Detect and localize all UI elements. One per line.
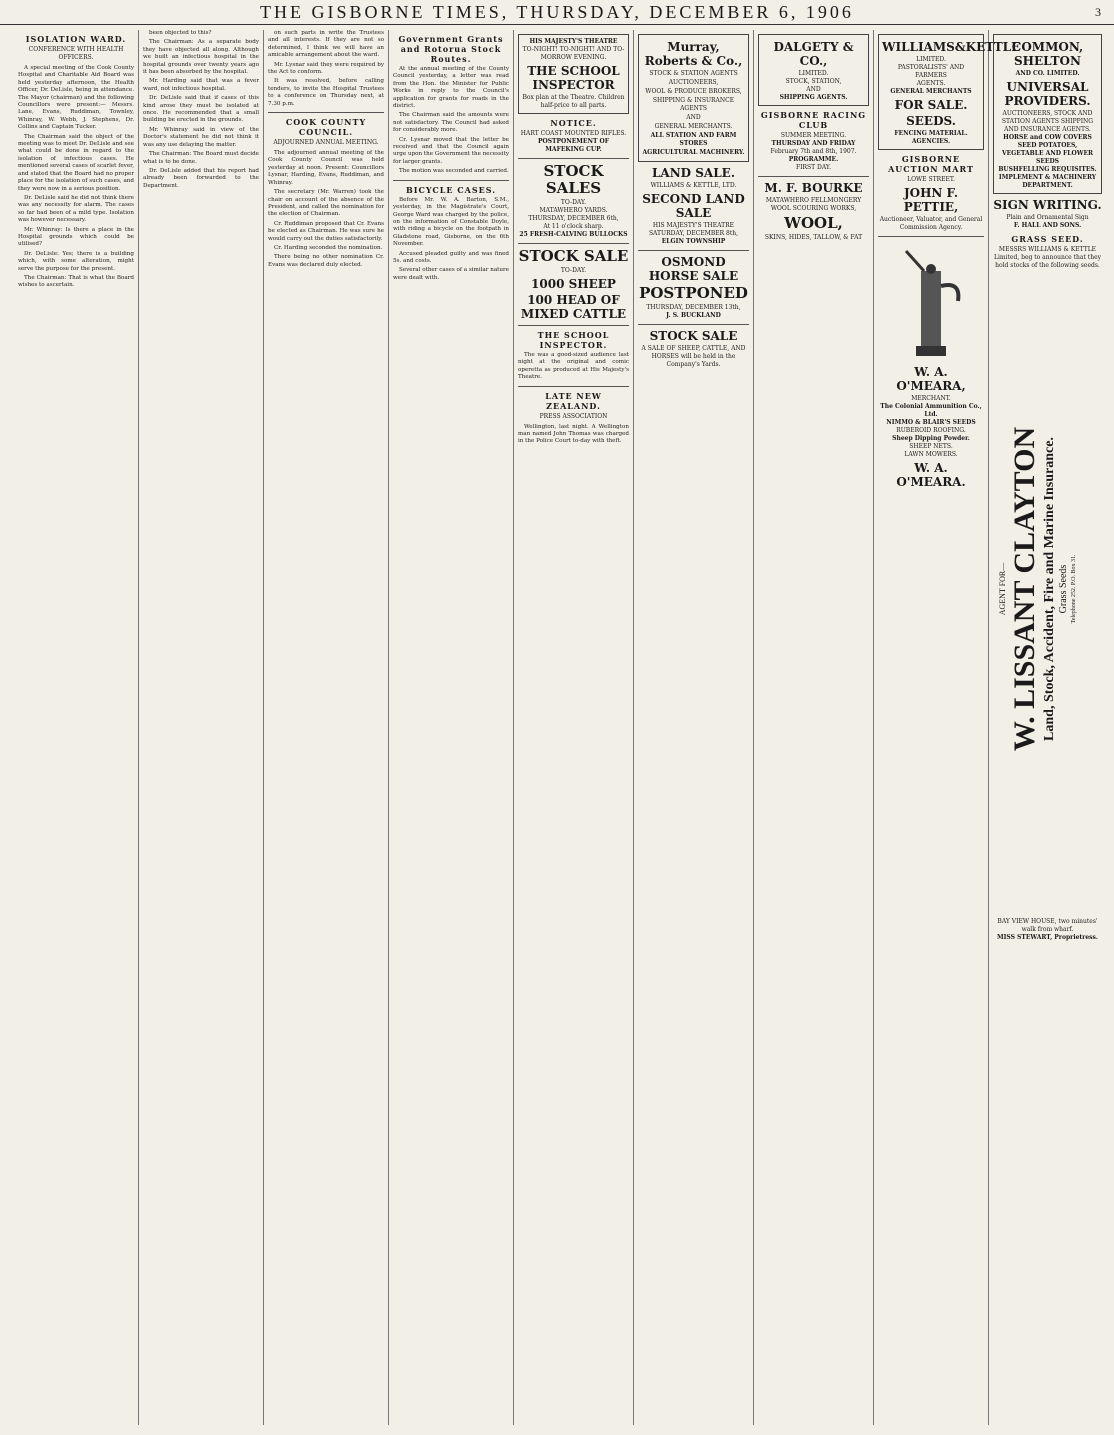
racing-programme: PROGRAMME. — [788, 156, 839, 163]
article-body — [393, 66, 509, 176]
paragraph: The motion was seconded and carried. — [399, 168, 509, 175]
firm-name: W. A. O'MEARA, — [896, 365, 966, 393]
firm-footer: W. A. O'MEARA. — [896, 461, 966, 489]
masthead — [0, 0, 1114, 25]
horse-sale-title: OSMOND HORSE SALE — [648, 255, 739, 283]
williams-kettle-ad — [878, 34, 1021, 150]
paragraph: The Chairman: The Board must decide what is to be done. — [143, 151, 259, 165]
dalgety-ad — [758, 34, 869, 106]
auctioneer-name: JOHN F. PETTIE, — [903, 186, 959, 214]
ad-line: LAWN MOWERS. — [904, 451, 958, 458]
ad-line: WOOL & PRODUCE BROKERS, — [645, 88, 742, 95]
ad-line: HORSE and COW COVERS — [1003, 134, 1092, 141]
pump-base — [916, 346, 946, 356]
osmond-horse-sale-ad — [638, 255, 749, 320]
article-body — [268, 30, 384, 108]
stock-sales-time: At 11 o'clock sharp. — [543, 223, 604, 230]
ad-line: AND — [686, 114, 701, 121]
ad-line: STOCK, STATION, — [785, 78, 842, 85]
paragraph: been objected to this? — [149, 30, 212, 36]
newspaper-title: THE GISBORNE TIMES, THURSDAY, DECEMBER 6, 1906 — [260, 2, 854, 22]
divider — [268, 112, 384, 113]
land-sale-date: SATURDAY, DECEMBER 8th, — [648, 230, 739, 237]
paragraph: Accused pleaded guilty and was fined 5s. and costs. — [393, 250, 509, 264]
clayton-name: W. LISSANT CLAYTON — [1008, 426, 1041, 752]
paragraph: on such parts in write the Trustees and all interests. If they are not so determined, I think we will have an amicable arrangement about the ward. — [268, 30, 384, 59]
clayton-agent: AGENT FOR— — [998, 562, 1007, 616]
article-heading: ISOLATION WARD. — [25, 34, 127, 44]
clayton-telephone: Telephone 252. P.O. Box 31. — [1071, 554, 1077, 624]
divider — [518, 243, 629, 244]
stock-sale-lot: 100 HEAD OF MIXED CATTLE — [520, 293, 627, 321]
ad-line: AUCTIONEERS, STOCK AND STATION AGENTS SHIPPING AND INSURANCE AGENTS. — [1001, 110, 1094, 133]
pump-spout — [941, 285, 958, 301]
paragraph: Before Mr. W. A. Barton, S.M., yesterday, in the Magistrate's Court, George Ward was charged by the police, on the information of Constable Doyle, with riding a bicycle on the footpath in Gladstone road, Gisborne, on the 6th November. — [393, 196, 509, 248]
stock-sale-ad — [518, 248, 629, 321]
article-heading: BICYCLE CASES. — [405, 184, 497, 195]
paragraph: Cr. Harding seconded the nomination. — [274, 244, 383, 251]
paragraph: The Chairman said the amounts were not satisfactory. The Council had asked for considerably more. — [393, 112, 509, 134]
clayton-ad — [993, 274, 1102, 914]
land-sale-district: ELGIN TOWNSHIP — [661, 238, 726, 245]
article-body — [18, 65, 134, 290]
page-columns — [14, 30, 1106, 1425]
land-sale-headline: SECOND LAND SALE — [642, 192, 745, 220]
grass-title: GRASS SEED. — [1011, 234, 1084, 244]
firm-name: COMMON, SHELTON — [1011, 40, 1084, 68]
divider — [393, 180, 509, 181]
paragraph: The Chairman: That is what the Board wishes to ascertain. — [18, 274, 134, 289]
paragraph: The was a good-sized audience last night at the original and comic operetta as produced at His Majesty's Theatre. — [518, 352, 629, 381]
stock-sale-subtitle: TO-DAY. — [560, 267, 587, 274]
notice-line: HART COAST MOUNTED RIFLES. — [520, 130, 627, 137]
divider — [638, 250, 749, 251]
article-heading: Government Grants and Rotorua Stock Routes. — [398, 34, 504, 64]
ad-line: MISS STEWART, Proprietress. — [996, 934, 1099, 941]
racing-sub: SUMMER MEETING. — [780, 132, 847, 139]
ad-line: MERCHANT. — [911, 395, 951, 402]
column-4 — [389, 30, 514, 1425]
ad-headline: UNIVERSAL PROVIDERS. — [1004, 80, 1091, 108]
paragraph: There being no other nomination Cr. Evans was declared duly elected. — [268, 254, 384, 268]
divider — [638, 324, 749, 325]
paragraph: The Chairman said the object of the meeting was to meet Dr. DeLisle and see what could be done in regard to the isolation of infectious cases. He mentioned several cases of scarlet fever, and stated that the Board had no proper place for the isolation of such cases, and they were now in a serious position. — [18, 133, 134, 192]
auction-mart-ad — [878, 154, 984, 232]
ad-line: AND CO. LIMITED. — [1015, 70, 1080, 77]
ad-line: SKINS, HIDES, TALLOW, & FAT — [764, 234, 863, 241]
land-sale-firm: WILLIAMS & KETTLE, LTD. — [650, 182, 737, 189]
horse-sale-name: J. S. BUCKLAND — [666, 312, 721, 319]
sign-writing-ad — [993, 198, 1102, 230]
divider — [518, 325, 629, 326]
column-3 — [264, 30, 389, 1425]
stock-sales-line: 25 FRESH-CALVING BULLOCKS — [519, 231, 628, 238]
ad-line: AGENTS. — [916, 80, 946, 87]
pump-body — [921, 271, 941, 351]
paragraph: Dr. DeLisle: Yes; there is a building which, with some alteration, might serve the purpose for the present. — [18, 250, 134, 272]
paragraph: Mr. Whinray said in view of the Doctor's statement he did not think it was any use delaying the matter. — [143, 126, 259, 148]
ad-line: LIMITED. — [916, 56, 946, 63]
article-heading: COOK COUNTY COUNCIL. — [285, 117, 367, 138]
horse-sale-status: POSTPONED — [639, 284, 748, 302]
column-5 — [514, 30, 634, 1425]
firm-name: DALGETY & CO., — [773, 40, 854, 68]
article-subheading: PRESS ASSOCIATION — [539, 412, 608, 420]
racing-dates: THURSDAY AND FRIDAY — [771, 140, 856, 147]
stock-sale-title: STOCK SALE — [649, 329, 738, 343]
omeara-ad — [878, 365, 984, 489]
paragraph: Dr. DeLisle said he did not think there was any necessity for alarm. The cases so far had been of a mild type. Isolation was however necessary. — [18, 194, 134, 224]
company-stock-sale-ad — [638, 329, 749, 369]
divider — [518, 158, 629, 159]
stock-sales-subtitle: TO-DAY. — [560, 199, 587, 206]
racing-date2: February 7th and 8th, 1907. — [770, 148, 857, 155]
paragraph: Cr. Ruddiman proposed that Cr. Evans be elected as Chairman. He was sure he would carry out the duties satisfactorily. — [268, 220, 384, 242]
theatre-dates: TO-NIGHT! TO-NIGHT! AND TO-MORROW EVENING. — [522, 46, 625, 61]
clayton-insurance: Land, Stock, Accident, Fire and Marine Insurance. — [1042, 437, 1057, 741]
ad-line: BAY VIEW HOUSE, two minutes' walk from wharf. — [997, 918, 1098, 933]
sign-title: SIGN WRITING. — [993, 198, 1102, 212]
auction-title: GISBORNE AUCTION MART — [888, 154, 974, 174]
paragraph: Cr. Lysnar moved that the letter be received and that the Council again urge upon the Government the necessity for larger grants. — [393, 136, 509, 165]
article-heading: LATE NEW ZEALAND. — [545, 390, 602, 411]
column-2 — [139, 30, 264, 1425]
ad-line: MATAWHERO FELLMONGERY — [765, 197, 862, 204]
paragraph: Several other cases of a similar nature were dealt with. — [393, 267, 509, 281]
ad-line: RUBEROID ROOFING. — [896, 427, 966, 434]
paragraph: Mr. Harding said that was a fever ward, not infectious hospital. — [143, 78, 259, 92]
column-7 — [754, 30, 874, 1425]
column-1 — [14, 30, 139, 1425]
ad-line: ALL STATION AND FARM STORES — [650, 132, 737, 147]
divider — [758, 176, 869, 177]
paragraph: Mr. Whinray: Is there a place in the Hospital grounds which could be utilised? — [18, 226, 134, 248]
ad-line: SHIPPING AGENTS. — [779, 94, 848, 101]
paragraph: The adjourned annual meeting of the Cook County Council was held yesterday at noon. Present: Councillors Lysnar, Harding, Evans, Ruddiman, and Whinray. — [268, 150, 384, 186]
firm-name: M. F. BOURKE — [764, 181, 863, 195]
article-heading: THE SCHOOL INSPECTOR. — [537, 330, 610, 350]
ad-line: Plain and Ornamental Sign — [1006, 214, 1089, 221]
paragraph: A special meeting of the Cook County Hospital and Charitable Aid Board was held yesterday afternoon, the Health Officer, Dr. DeLisle, being in attendance. The Mayor (chairman) and the following Councillors were present:— Messrs. Lane, Evans, Ruddiman, Townley, Whinray, W. Webb, J. Stephens, Dr. Collins and Captain Tucker. — [18, 65, 134, 131]
notice-line: POSTPONEMENT OF MAFEKING CUP. — [537, 138, 610, 153]
racing-day: FIRST DAY. — [795, 164, 832, 171]
ad-line: The Colonial Ammunition Co., Ltd. — [880, 403, 982, 418]
divider — [878, 236, 984, 237]
column-9 — [989, 30, 1106, 1425]
ad-line: F. HALL AND SONS. — [1013, 222, 1082, 229]
article-subheading: ADJOURNED ANNUAL MEETING. — [273, 139, 379, 147]
wool-headline: WOOL, — [784, 214, 843, 232]
ad-line: BUSHFELLING REQUISITES. — [998, 166, 1097, 173]
theatre-venue: HIS MAJESTY'S THEATRE — [529, 38, 618, 45]
ad-line: PASTORALISTS' AND FARMERS — [897, 64, 965, 79]
seeds-title: SEEDS. — [906, 114, 956, 128]
ad-line: WOOL SCOURING WORKS, — [770, 205, 857, 212]
stock-sale-lot: 1000 SHEEP — [531, 277, 616, 291]
divider — [518, 386, 629, 387]
theatre-note: Box plan at the Theatre. Children half-price to all parts. — [522, 94, 625, 109]
theatre-show: THE SCHOOL INSPECTOR — [527, 64, 620, 92]
bourke-ad — [758, 181, 869, 242]
ad-line: AUCTIONEERS, — [668, 79, 719, 86]
auction-role: Auctioneer, Valuator, and General Commission Agency. — [879, 216, 983, 231]
pump-handle — [906, 251, 924, 271]
ad-line: LIMITED. — [798, 70, 829, 77]
ad-line: VEGETABLE AND FLOWER SEEDS — [1001, 150, 1094, 165]
article-body — [143, 30, 259, 190]
ad-line: MESSRS WILLIAMS & KETTLE Limited, beg to announce that they hold stocks of the following seeds. — [993, 246, 1102, 269]
stock-sales-title: STOCK SALES — [543, 162, 604, 197]
ad-line: Sheep Dipping Powder. — [892, 435, 970, 442]
agencies-title: AGENCIES. — [911, 138, 951, 145]
ad-line: GENERAL MERCHANTS. — [654, 123, 733, 130]
fencing-title: FENCING MATERIAL. — [894, 130, 968, 137]
paragraph: The secretary (Mr. Warren) took the chair on account of the absence of the President, and called the nomination for the election of Chairman. — [268, 189, 384, 218]
paragraph: Wellington, last night. A Wellington man named John Thomas was charged in the Police Court to-day with theft. — [518, 423, 629, 445]
common-shelton-ad — [993, 34, 1102, 194]
theatre-ad — [518, 34, 629, 114]
racing-title: GISBORNE RACING CLUB — [760, 110, 867, 130]
ad-line: SHIPPING & INSURANCE AGENTS — [652, 97, 735, 112]
land-sale-ad — [638, 166, 749, 246]
auction-place: LOWE STREET. — [907, 176, 955, 183]
ad-line: STOCK & STATION AGENTS — [649, 70, 738, 77]
for-sale-title: FOR SALE. — [894, 98, 968, 112]
pump-cap — [926, 264, 936, 274]
murray-roberts-ad — [638, 34, 749, 162]
paragraph: Mr. Lysnar said they were required by the Act to conform. — [268, 61, 384, 76]
page-number: 3 — [1095, 5, 1104, 19]
paragraph: Dr. DeLisle said that if cases of this kind arose they must be isolated at once. He recommended that a small building be erected in the grounds. — [143, 95, 259, 124]
stock-sales-ad — [518, 163, 629, 239]
stock-sales-place: MATAWHERO YARDS. — [539, 207, 608, 214]
article-body — [268, 150, 384, 269]
article-body — [393, 197, 509, 282]
ad-line: SEED POTATOES, — [1017, 142, 1078, 149]
clayton-seeds: Grass Seeds — [1058, 564, 1069, 614]
firm-name: WILLIAMS&KETTLE — [882, 40, 1021, 54]
firm-name: Murray, Roberts & Co., — [644, 40, 743, 68]
paragraph: At the annual meeting of the County Council yesterday, a letter was read from the Hon. the Minister for Public Works in reply to the Council's application for grants for roads in the district. — [393, 66, 509, 110]
paragraph: It was resolved, before calling tenders, to invite the Hospital Trustees to a conference on Thursday next, at 7.30 p.m. — [268, 78, 384, 107]
article-subheading: CONFERENCE WITH HEALTH OFFICERS. — [28, 46, 124, 61]
ad-line: NIMMO & BLAIR'S SEEDS — [886, 419, 976, 426]
land-sale-title: LAND SALE. — [651, 166, 736, 180]
stock-sales-date: THURSDAY, DECEMBER 6th, — [528, 215, 619, 222]
stock-sale-body: A SALE OF SHEEP, CATTLE, AND HORSES will be held in the Company's Yards. — [641, 345, 746, 368]
ad-line: SHEEP NETS. — [909, 443, 953, 450]
paragraph: Dr. DeLisle added that his report had already been forwarded to the Department. — [143, 167, 259, 189]
ad-line: GENERAL MERCHANTS — [890, 88, 972, 95]
land-sale-place: HIS MAJESTY'S THEATRE — [652, 222, 735, 229]
paragraph: The Chairman: As a separate body they have objected all along. Although we built an infectious hospital in the hospital grounds over twenty years ago it has been absorbed by the hospital. — [143, 39, 259, 76]
ad-line: AGRICULTURAL MACHINERY. — [642, 149, 745, 156]
column-6 — [634, 30, 754, 1425]
ad-line: IMPLEMENT & MACHINERY DEPARTMENT. — [998, 174, 1097, 189]
notice-ad — [518, 118, 629, 154]
notice-title: NOTICE. — [550, 118, 597, 128]
racing-club-ad — [758, 110, 869, 172]
stock-sale-title: STOCK SALE — [518, 247, 629, 265]
pump-illustration-icon — [896, 241, 966, 361]
ad-line: AND — [806, 86, 821, 93]
horse-sale-date: THURSDAY, DECEMBER 13th, — [646, 304, 741, 311]
